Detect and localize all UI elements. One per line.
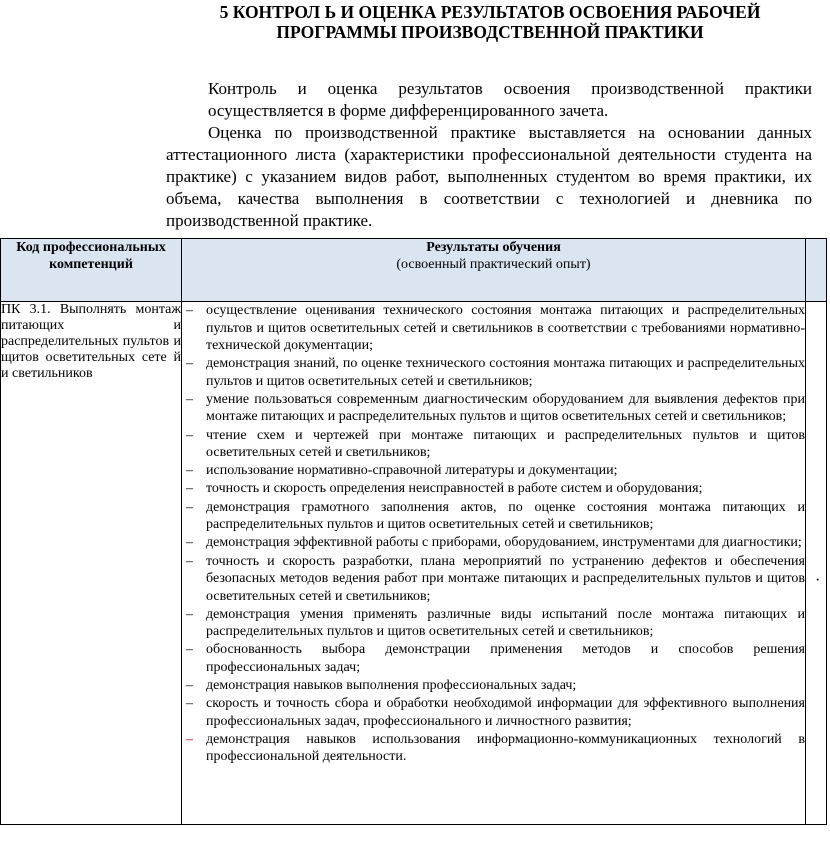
dash-bullet: – [186,553,193,569]
section-title [150,2,830,42]
dash-bullet: – [186,499,193,515]
result-text: демонстрация умения применять различные виды испытаний после монтажа питающих и распределительных пультов и щитов осветительных сетей и светильников; [206,606,805,640]
result-item [182,355,805,390]
edge-mark: · [815,572,821,589]
dash-bullet: – [186,427,193,443]
results-list [182,302,805,766]
dash-bullet: – [186,606,193,622]
header-learning-results: Результаты обучения (освоенный практический опыт) [182,239,806,302]
result-text: осуществление оценивания технического состояния монтажа питающих и распределительных пультов и щитов осветительных сетей и светильников в соответствии с требованиями нормативно-технической документации; [206,303,805,353]
dash-bullet: – [186,678,193,694]
competence-code: ПК 3.1. Выполнять монтаж питающих и распределительных пультов и щитов осветительных сете й и светильников [1,302,181,381]
results-cell [182,302,806,825]
result-text: скорость и точность сбора и обработки необходимой информации для эффективного выполнения профессиональных задач, профессионального и личностного развития; [206,696,805,729]
intro-paragraph-1: Контроль и оценка результатов освоения производственной практики осуществляется в форме дифференцированного зачета. [208,79,812,120]
dash-bullet: – [186,696,193,712]
result-item [182,427,805,462]
section-title-line1: 5 КОНТРОЛ Ь И ОЦЕНКА РЕЗУЛЬТАТОВ ОСВОЕНИЯ РАБОЧЕЙ [219,2,761,22]
header-extra-column [806,239,827,302]
result-item [182,499,805,534]
results-table [0,238,827,825]
dash-bullet: – [186,463,193,479]
result-item [182,731,805,766]
dash-bullet: – [186,481,193,497]
result-text: использование нормативно-справочной литературы и документации; [206,463,618,479]
section-title-line2: ПРОГРАММЫ ПРОИЗВОДСТВЕННОЙ ПРАКТИКИ [276,22,704,42]
intro-paragraph-2: Оценка по производственной практике выставляется на основании данных аттестационного листа (характеристики профессиональной деятельности студента на практике) с указанием видов работ, выполненных студентом во время практики, их объема, качества выполнения в соответствии с технологией и дневника по производственной практике. [166,123,812,230]
dash-bullet: – [186,356,193,372]
result-item [182,677,805,695]
result-text: демонстрация эффективной работы с приборами, оборудованием, инструментами для диагностики; [206,535,802,551]
result-text: точность и скорость разработки, плана мероприятий по устранению дефектов и обеспечения безопасных методов ведения работ при монтаже питающих и распределительных пультов и щитов осветительных сетей и светильников; [206,553,805,604]
result-item [182,534,805,552]
result-item [182,606,805,641]
header-competence-code: Код профессиональных компетенций [1,239,182,302]
result-text: демонстрация грамотного заполнения актов, по оценке состояния монтажа питающих и распределительных пультов и щитов осветительных сетей и светильников; [206,499,805,533]
result-text: умение пользоваться современным диагностическим оборудованием для выявления дефектов при монтаже питающих и распределительных пультов и щитов осветительных сетей и светильников; [206,391,805,425]
result-item [182,695,805,730]
result-item [182,480,805,498]
dash-bullet: – [186,535,193,551]
result-item [182,391,805,426]
result-item [182,462,805,480]
extra-column-cell [806,302,827,825]
dash-bullet: – [186,731,193,747]
result-item [182,302,805,355]
result-item [182,641,805,676]
intro-text [166,78,812,232]
result-text: демонстрация навыков использования информационно-коммуникационных технологий в профессиональной деятельности. [206,731,805,765]
dash-bullet: – [186,303,193,318]
result-item [182,553,805,606]
result-text: чтение схем и чертежей при монтаже питающих и распределительных пультов и щитов осветительных сетей и светильников; [206,427,805,461]
result-text: обоснованность выбора демонстрации применения методов и способов решения профессиональных задач; [206,642,805,675]
result-text: демонстрация навыков выполнения профессиональных задач; [206,678,577,694]
dash-bullet: – [186,642,193,658]
result-text: демонстрация знаний, по оценке технического состояния монтажа питающих и распределительных пультов и щитов осветительных сетей и светильников; [206,356,805,389]
result-text: точность и скорость определения неисправностей в работе систем и оборудования; [206,481,703,497]
competence-cell [1,302,182,825]
dash-bullet: – [186,391,193,407]
